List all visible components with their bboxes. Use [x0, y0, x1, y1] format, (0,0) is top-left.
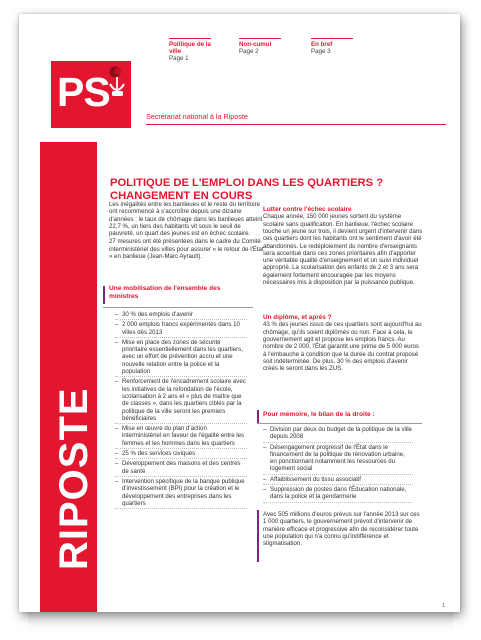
section-echec-scolaire: [263, 206, 423, 287]
nav-rule: [311, 38, 353, 39]
section-diplome: [263, 314, 423, 373]
section-paragraph: Chaque année, 150 000 jeunes sortent du système scolaire sans qualification. En banlieue, l'échec scolaire touche un jeune sur trois, il devient urgent d'intervenir dans ces quartiers dont les habitants ont le sentiment d'avoir été abandonnés. Le redéploiement du nombre d'enseignants sera accentué dans ces zones prioritaires afin d'apporter une véritable qualité d'enseignement et un suivi individuel approprié. La scolarisation des enfants de 2 et 3 ans sera également fortement encouragée par les moyens nécessaires mis à disposition par la puissance publique.: [263, 213, 423, 287]
nav-rule: [169, 38, 211, 39]
logo-text: PS: [57, 69, 110, 115]
list-item: – Affaiblissement du tissu associatif: [263, 475, 413, 485]
list-item: – Division par deux du budget de la politique de la ville depuis 2008: [263, 425, 413, 443]
section-title: Un diplôme, et après ?: [263, 314, 332, 321]
department-label: Secrétariat national à la Riposte: [146, 112, 248, 121]
list-item: – Mise en œuvre du plan d'action interministériel en faveur de l'égalité entre les femmes et les hommes dans les quartiers: [115, 424, 247, 449]
box1-rule: [103, 307, 253, 308]
issue-number: N°6: [50, 145, 59, 151]
ps-logo: [51, 61, 131, 128]
nav-title: En bref: [311, 41, 333, 48]
box1-list: [115, 310, 247, 509]
page-reflection: [28, 613, 453, 635]
nav-rule: [239, 38, 281, 39]
issue-info: [50, 145, 85, 157]
header-rule: [146, 124, 446, 125]
list-item: – Mise en place des zones de sécurité prioritaire essentiellement dans les quartiers, avec un effort de prévention accru et une nouvelle relation entre la police et la population: [115, 338, 247, 377]
nav-title: Politique de la ville: [169, 41, 211, 55]
conclusion-text: [263, 511, 423, 548]
nav-item-politique[interactable]: [169, 41, 217, 62]
intro-paragraph: Les inégalités entre les banlieues et le reste du territoire ont recommencé à s'accroître depuis une dizaine d'années : le taux de chômage dans les banlieues atteint 22,7 %, un tiers des habitants vit sous le seuil de pauvreté, un quart des jeunes est en échec scolaire.: [109, 201, 263, 238]
title-line: POLITIQUE DE L'EMPLOI DANS LES QUARTIERS ?: [110, 177, 384, 189]
section-paragraph: 43 % des jeunes issus de ces quartiers sont aujourd'hui au chômage, qu'ils soient diplômés ou non. Face à cela, le gouvernement agit et propose les emplois francs. Au nombre de 2 000, l'État garantit une prime de 5 000 euros à l'embauche à condition que la durée du contrat proposé soit indéterminée. De plus, 30 % des emplois d'avenir créés le seront dans les ZUS.: [263, 321, 422, 373]
box2-rule: [257, 423, 422, 424]
box2-title: Pour mémoire, le bilan de la droite :: [263, 411, 375, 418]
list-item: – 2 000 emplois francs expérimentés dans 10 villes dès 2013: [115, 320, 247, 338]
issue-date: 21 février 2013: [50, 151, 85, 158]
nav-item-non-cumul[interactable]: [239, 41, 271, 55]
box1-title: Une mobilisation de l'ensemble des ministres: [109, 285, 221, 300]
conclusion-accent-bar: [257, 510, 259, 562]
nav-page: Page 2: [239, 48, 259, 55]
intro-paragraph: 27 mesures ont été présentées dans le cadre du Comité interministériel des villes pour assurer « le retour de l'État » en banlieue (Jean-Marc Ayrault).: [109, 238, 264, 261]
list-item: – Désengagement progressif de l'État dans le financement de la politique de rénovation urbaine, en ponctionnant notamment les ressources du logement social: [263, 443, 413, 475]
title-line: CHANGEMENT EN COURS: [110, 190, 253, 202]
nav-page: Page 3: [311, 48, 331, 55]
page-number: 1: [442, 603, 445, 609]
list-item: – Renforcement de l'encadrement scolaire avec les initiatives de la refondation de l'école, scolarisation à 2 ans et « plus de maître que de classes », dans les quartiers ciblés par la politique de la ville seront les premiers bénéficiaires: [115, 377, 247, 424]
box-accent-bar: [257, 410, 259, 424]
nav-page: Page 1: [169, 55, 189, 62]
riposte-sidebar: [40, 142, 97, 612]
nav-item-en-bref[interactable]: [311, 41, 332, 55]
rose-icon: [106, 64, 130, 100]
list-item: – Intervention spécifique de la banque publique d'investissement (BPI) pour la création et le développement des entreprises dans les quartiers: [115, 477, 247, 509]
conclusion-paragraph: Avec 505 millions d'euros prévus sur l'année 2013 sur ces 1 000 quartiers, le gouvernement prévoit d'intervenir de manière efficace et progressive afin de reconsidérer toute une population qui n'a connu qu'indifférence et stigmatisation.: [263, 511, 420, 548]
page-title: [110, 177, 410, 203]
nav-title: Non-cumul: [239, 41, 272, 48]
document-page: [19, 14, 460, 612]
list-item: – Développement des maisons et des centres de santé: [115, 459, 247, 477]
list-item: – Suppression de postes dans l'Éducation nationale, dans la police et la gendarmerie: [263, 485, 413, 503]
section-title: Lutter contre l'échec scolaire: [263, 206, 352, 213]
sidebar-label: RIPOSTE: [52, 387, 96, 570]
list-item: – 25 % des services civiques: [115, 449, 247, 459]
box-accent-bar: [103, 286, 105, 304]
box2-list: [263, 425, 413, 503]
list-item: – 30 % des emplois d'avenir: [115, 310, 247, 320]
intro-text: [109, 201, 267, 261]
